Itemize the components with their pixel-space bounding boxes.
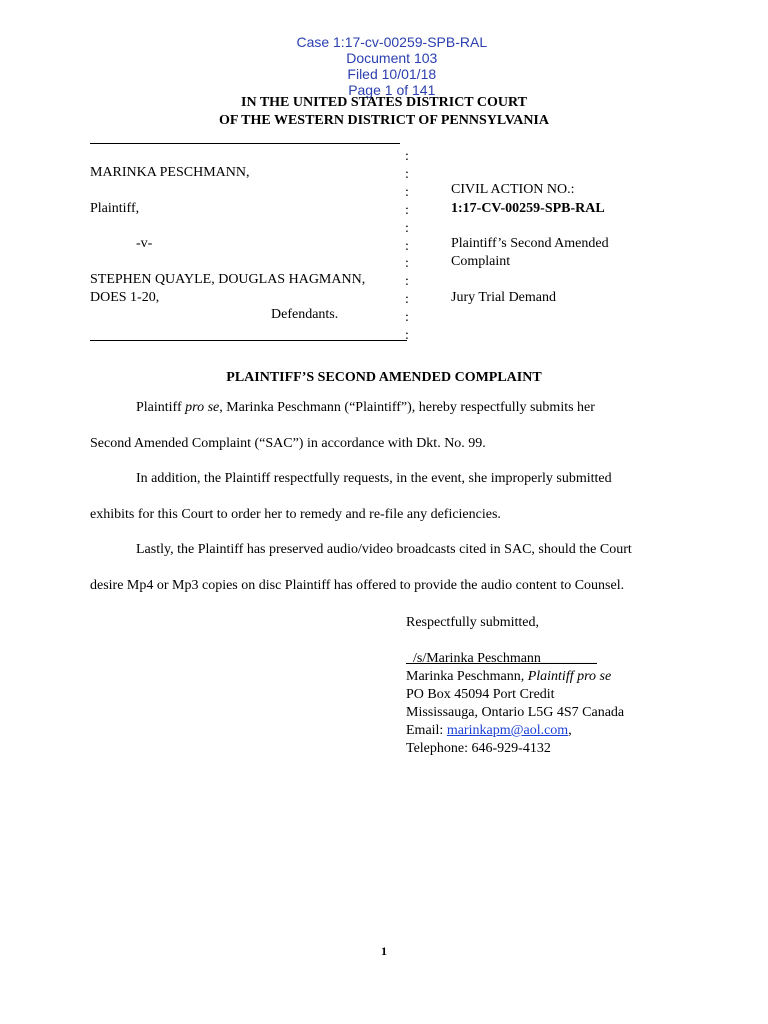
caption-bottom-rule (90, 340, 407, 341)
colon: : (405, 184, 409, 200)
document-title-line-1: Plaintiff’s Second Amended (451, 236, 609, 251)
email-line (406, 722, 572, 740)
email-link[interactable]: marinkapm@aol.com (446, 723, 569, 738)
closing: Respectfully submitted, (406, 615, 539, 630)
email-suffix: , (568, 723, 572, 738)
document-title-line-2: Complaint (451, 254, 511, 269)
colon: : (405, 220, 409, 236)
telephone: Telephone: 646-929-4132 (406, 741, 551, 756)
jury-trial-demand: Jury Trial Demand (451, 290, 556, 305)
court-line-2: OF THE WESTERN DISTRICT OF PENNSYLVANIA (218, 113, 549, 128)
address-line-2: Mississauga, Ontario L5G 4S7 Canada (406, 705, 625, 720)
italic-text: pro se (185, 400, 220, 415)
case-number: Case 1:17-cv-00259-SPB-RAL (296, 34, 488, 50)
colon: : (405, 166, 409, 182)
court-line-1: IN THE UNITED STATES DISTRICT COURT (241, 95, 527, 110)
paragraph-2-line-2: exhibits for this Court to order her to remedy and re-file any deficiencies. (90, 507, 501, 522)
colon: : (405, 274, 409, 290)
colon: : (405, 256, 409, 272)
page-count: Page 1 of 141 (348, 82, 436, 98)
paragraph-2-line-1: In addition, the Plaintiff respectfully requests, in the event, she improperly submitted (136, 471, 612, 486)
colon: : (405, 149, 409, 164)
caption-top-rule (90, 143, 400, 144)
page-number: 1 (381, 944, 387, 958)
versus: -v- (136, 236, 153, 251)
colon: : (405, 292, 409, 308)
plaintiff-name: MARINKA PESCHMANN, (90, 165, 250, 180)
plaintiff-label: Plaintiff, (90, 201, 140, 216)
text-run: , Marinka Peschmann (“Plaintiff”), hereby respectfully submits her (219, 400, 595, 415)
name-text: Marinka Peschmann, (406, 669, 528, 684)
signature-line: /s/Marinka Peschmann________ (406, 651, 597, 666)
court-heading (0, 94, 768, 130)
colon: : (405, 328, 409, 344)
paragraph-3-line-1: Lastly, the Plaintiff has preserved audio/video broadcasts cited in SAC, should the Court (136, 542, 632, 557)
defendants-line-1: STEPHEN QUAYLE, DOUGLAS HAGMANN, (90, 272, 366, 287)
civil-action-number: 1:17-CV-00259-SPB-RAL (451, 201, 605, 216)
defendants-label: Defendants. (271, 307, 339, 322)
complaint-title: PLAINTIFF’S SECOND AMENDED COMPLAINT (226, 370, 542, 385)
paragraph-3-line-2: desire Mp4 or Mp3 copies on disc Plaintiff has offered to provide the audio content to Counsel. (90, 578, 625, 593)
address-line-1: PO Box 45094 Port Credit (406, 687, 555, 702)
caption-colon-column (405, 148, 415, 345)
defendants-line-2: DOES 1-20, (90, 290, 160, 305)
colon: : (405, 202, 409, 218)
civil-action-label: CIVIL ACTION NO.: (451, 182, 575, 197)
colon: : (405, 310, 409, 326)
filed-date: Filed 10/01/18 (347, 66, 437, 82)
document-number: Document 103 (346, 50, 438, 66)
paragraph-1-line-2: Second Amended Complaint (“SAC”) in accordance with Dkt. No. 99. (90, 436, 486, 451)
colon: : (405, 238, 409, 254)
paragraph-1-line-1 (90, 400, 680, 416)
text-run: Plaintiff (136, 400, 186, 415)
italic-text: Plaintiff pro se (527, 669, 612, 684)
email-label: Email: (406, 723, 447, 738)
signer-name (406, 668, 611, 686)
